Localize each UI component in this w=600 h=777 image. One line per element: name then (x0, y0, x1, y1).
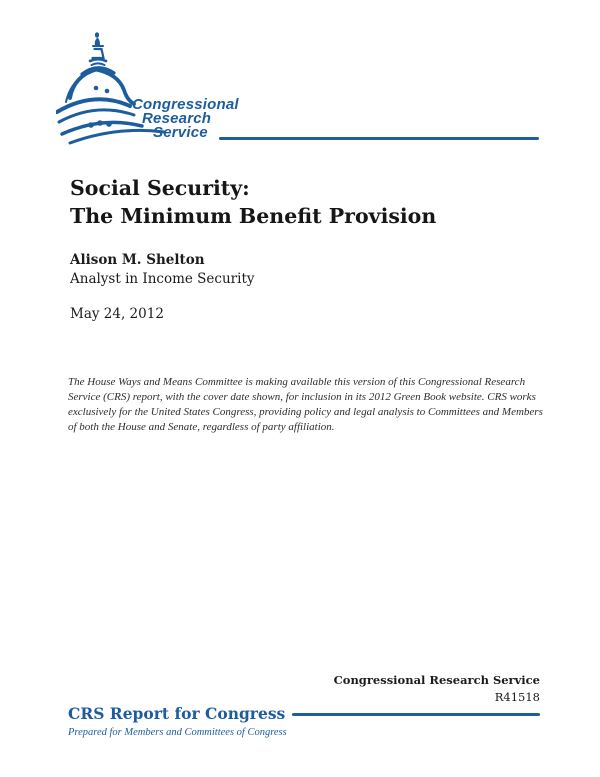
report-title-line-1: Social Security: (70, 176, 250, 200)
author-name: Alison M. Shelton (70, 252, 205, 268)
logo-line-3: Service (153, 124, 208, 141)
author-role: Analyst in Income Security (70, 271, 255, 287)
logo-wordmark (132, 98, 239, 140)
logo-line-1: Congressional (132, 96, 239, 113)
banner-subtitle: Prepared for Members and Committees of Congress (68, 727, 287, 738)
footer-org-block (334, 672, 540, 706)
availability-note: The House Ways and Means Committee is making available this version of this Congressional Research Service (CRS) report, with the cover date shown, for inclusion in its 2012 Green Book website. CRS works exclusively for the United States Congress, providing policy and legal analysis to Committees and Members of both the House and Senate, regardless of party affiliation. (68, 376, 543, 433)
header-rule (219, 137, 539, 140)
logo-line-2: Research (142, 110, 212, 127)
report-number: R41518 (494, 690, 540, 704)
footer-banner-row (68, 704, 540, 723)
report-title-line-2: The Minimum Benefit Provision (70, 204, 437, 228)
author-block (70, 251, 255, 289)
footer-org: Congressional Research Service (333, 673, 540, 687)
report-date: May 24, 2012 (70, 306, 164, 322)
report-title (70, 174, 436, 230)
crs-banner: CRS Report for Congress (68, 704, 286, 723)
footer-rule (292, 713, 540, 716)
